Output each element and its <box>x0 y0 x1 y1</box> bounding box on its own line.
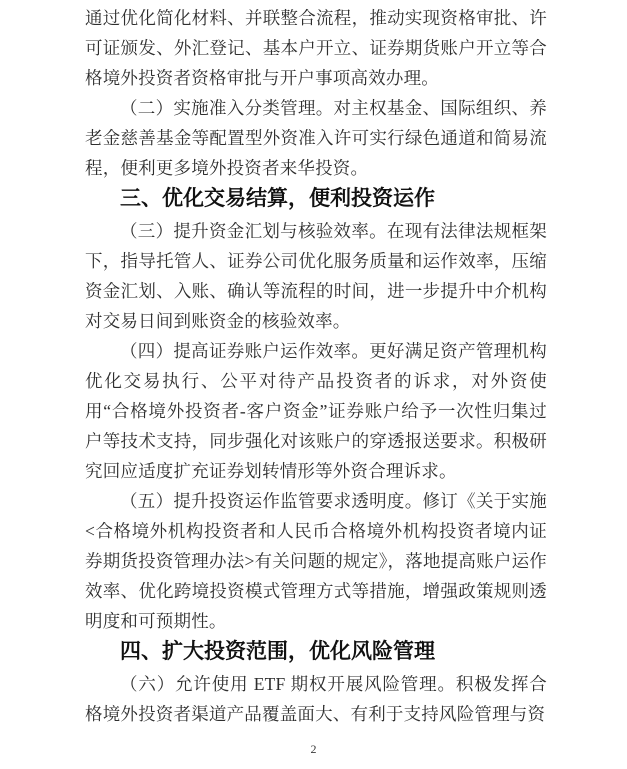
section-heading-4: 四、扩大投资范围，优化风险管理 <box>120 640 435 663</box>
paragraph-item-2: （二）实施准入分类管理。对主权基金、国际组织、养老金慈善基金等配置型外资准入许可实行绿色通道和简易流程，便利更多境外投资者来华投资。 <box>85 98 547 178</box>
page-number: 2 <box>310 742 317 756</box>
paragraph-continuation: 通过优化简化材料、并联整合流程，推动实现资格审批、许可证颁发、外汇登记、基本户开立、证券期货账户开立等合格境外投资者资格审批与开户事项高效办理。 <box>85 8 547 88</box>
paragraph-item-6: （六）允许使用 ETF 期权开展风险管理。积极发挥合格境外投资者渠道产品覆盖面大、有利于支持风险管理与资 <box>85 674 547 724</box>
paragraph-item-5: （五）提升投资运作监管要求透明度。修订《关于实施<合格境外机构投资者和人民币合格境外机构投资者境内证券期货投资管理办法>有关问题的规定》，落地提高账户运作效率、优化跨境投资模式管理方式等措施，增强政策规则透明度和可预期性。 <box>85 491 547 631</box>
paragraph-item-4: （四）提高证券账户运作效率。更好满足资产管理机构优化交易执行、公平对待产品投资者的诉求，对外资使用“合格境外投资者-客户资金”证券账户给予一次性归集过户等技术支持，同步强化对该账户的穿透报送要求。积极研究回应适度扩充证券划转情形等外资合理诉求。 <box>85 341 547 481</box>
section-heading-3: 三、优化交易结算，便利投资运作 <box>120 187 435 210</box>
paragraph-item-3: （三）提升资金汇划与核验效率。在现有法律法规框架下，指导托管人、证券公司优化服务质量和运作效率，压缩资金汇划、入账、确认等流程的时间，进一步提升中介机构对交易日间到账资金的核验效率。 <box>85 221 547 331</box>
